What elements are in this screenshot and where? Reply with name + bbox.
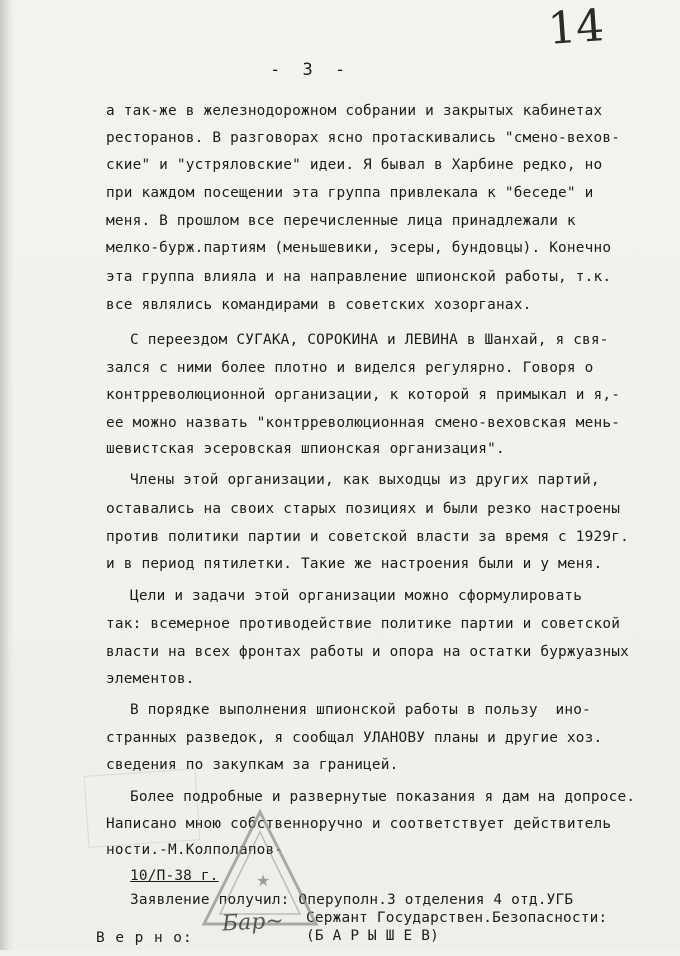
- body-line: власти на всех фронтах работы и опора на остатки буржуазных: [106, 644, 629, 660]
- handwritten-signature: Бар~: [221, 908, 285, 937]
- faint-stamp-mark: [84, 768, 201, 848]
- signer-name: (Б А Р Ы Ш Е В): [306, 928, 439, 944]
- received-by-line: Заявление получил: Оперуполн.3 отделения 4 отд.УГБ: [130, 892, 574, 908]
- body-line: все являлись командирами в советских хозорганах.: [106, 297, 532, 313]
- body-line: Члены этой организации, как выходцы из других партий,: [130, 472, 600, 488]
- svg-text:★: ★: [256, 871, 271, 890]
- document-date: 10/П-38 г.: [130, 868, 219, 884]
- body-line: В порядке выполнения шпионской работы в пользу ино-: [130, 702, 591, 718]
- body-line: странных разведок, я сообщал УЛАНОВУ планы и другие хоз.: [106, 730, 603, 746]
- body-line: ее можно назвать "контрреволюционная смено-веховская мень-: [106, 415, 621, 431]
- body-line: эта группа влияла и на направление шпионской работы, т.к.: [106, 269, 612, 285]
- author-signature-line: ности.-М.Колполапов-: [106, 842, 284, 858]
- body-line: элементов.: [106, 671, 195, 687]
- body-line: зался с ними более плотно и виделся регулярно. Говоря о: [106, 360, 594, 376]
- body-line: мелко-бурж.партиям (меньшевики, эсеры, бундовцы). Конечно: [106, 240, 612, 256]
- body-line: ресторанов. В разговорах ясно протаскивались "смено-вехов-: [106, 130, 621, 146]
- body-line: Цели и задачи этой организации можно сформулировать: [130, 588, 583, 604]
- scan-edge-shadow: [0, 0, 14, 950]
- body-line: а так-же в железнодорожном собрании и закрытых кабинетах: [106, 103, 603, 119]
- body-line: сведения по закупкам за границей.: [106, 757, 399, 773]
- rank-line: Сержант Государствен.Безопасности:: [306, 910, 608, 926]
- body-line: С переездом СУГАКА, СОРОКИНА и ЛЕВИНА в Шанхай, я свя-: [130, 332, 609, 348]
- body-line: против политики партии и советской власти за время с 1929г.: [106, 529, 629, 545]
- body-line: и в период пятилетки. Такие же настроения были и у меня.: [106, 556, 603, 572]
- folio-number: 14: [546, 0, 606, 55]
- body-line: оставались на своих старых позициях и были резко настроены: [106, 501, 621, 517]
- body-line: Более подробные и развернутые показания я дам на допросе.: [130, 789, 636, 805]
- body-line: при каждом посещении эта группа привлекала к "беседе" и: [106, 185, 594, 201]
- body-line: Написано мною собственноручно и соответствует действитель: [106, 816, 612, 832]
- body-line: шевистская эсеровская шпионская организация".: [106, 441, 505, 457]
- body-line: так: всемерное противодействие политике партии и советской: [106, 616, 621, 632]
- body-line: меня. В прошлом все перечисленные лица принадлежали к: [106, 213, 576, 229]
- body-line: контрреволюционной организации, к которой я примыкал и я,-: [106, 387, 621, 403]
- page-number: - 3 -: [270, 60, 352, 80]
- body-line: ские" и "устряловские" идеи. Я бывал в Харбине редко, но: [106, 157, 603, 173]
- verno-label: В е р н о:: [96, 930, 193, 946]
